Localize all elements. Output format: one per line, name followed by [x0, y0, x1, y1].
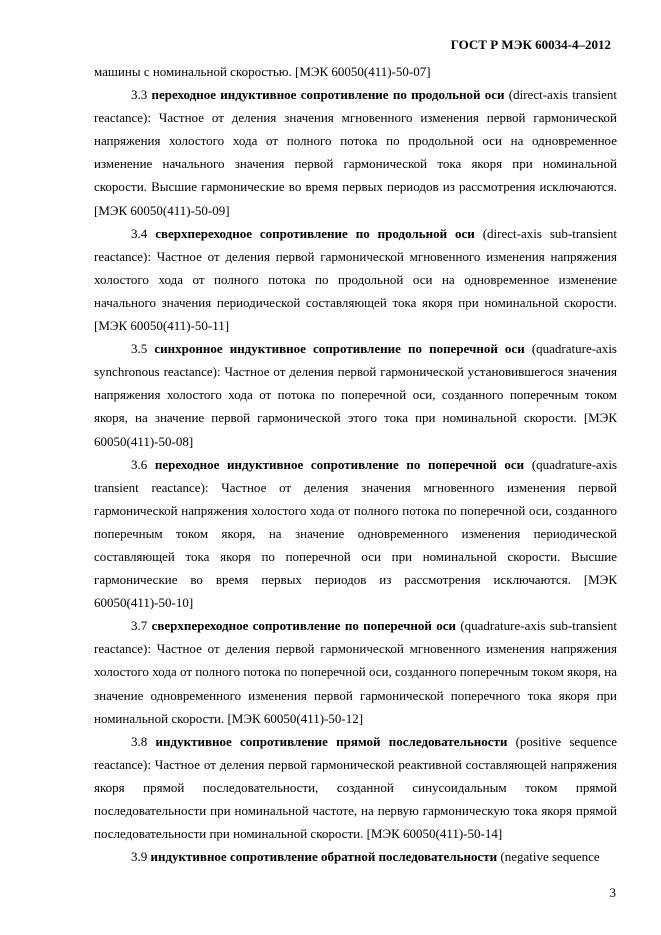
clause-body: (direct-axis sub-transient reactance): Частное от деления первой гармонической мгновенного изменения напряжения холостого хода от полного потока по продольной оси на одновременное изменение начального значения периодической составляющей тока якоря при номинальной скорости. [МЭК 60050(411)-50-11]: [94, 225, 618, 334]
clause-term: индуктивное сопротивление обратной последовательности: [150, 849, 498, 865]
clause-number: 3.4: [131, 225, 148, 241]
document-code-header: ГОСТ Р МЭК 60034-4–2012: [450, 37, 611, 52]
clause-number: 3.5: [131, 341, 148, 357]
clause-number: 3.6: [131, 456, 148, 472]
clause-body: (negative sequence: [497, 849, 600, 865]
clause-3-4: [94, 222, 617, 337]
clause-term: сверхпереходное сопротивление по поперечной оси: [151, 618, 456, 634]
clause-term: синхронное индуктивное сопротивление по поперечной оси: [154, 341, 525, 357]
clause-number: 3.3: [131, 87, 148, 103]
clause-number: 3.8: [131, 733, 148, 749]
clause-body: (direct-axis transient reactance): Частное от деления значения мгновенного изменения первой гармонической напряжения холостого хода от полного потока по продольной оси на одновременное изменение начального значения первой гармонической тока якоря при номинальной скорости. Высшие гармонические во время первых периодов из рассмотрения исключаются. [МЭК 60050(411)-50-09]: [94, 87, 617, 218]
clause-term: переходное индуктивное сопротивление по продольной оси: [151, 87, 505, 103]
clause-3-6: [94, 453, 617, 615]
clause-3-7: [94, 614, 617, 729]
clause-number: 3.7: [131, 618, 148, 634]
page-number: 3: [609, 885, 616, 900]
clause-3-8: [94, 730, 617, 845]
clause-body: (positive sequence reactance): Частное от деления первой гармонической реактивной составляющей напряжения якоря прямой последовательности, созданной синусоидальным током прямой последовательности при номинальной частоте, на первую гармоническую тока якоря прямой последовательности при номинальной скорости. [МЭК 60050(411)-50-14]: [94, 733, 617, 842]
clause-3-5: [94, 337, 617, 452]
clause-term: индуктивное сопротивление прямой последовательности: [155, 733, 508, 749]
clause-body: (quadrature-axis transient reactance): Частное от деления значения мгновенного изменения первой гармонической напряжения холостого хода от полного потока по поперечной оси, созданного поперечным током якоря, на значение одновременного изменения периодической составляющей тока якоря по поперечной оси при номинальной скорости. Высшие гармонические во время первых периодов из рассмотрения исключаются. [МЭК 60050(411)-50-10]: [94, 456, 617, 611]
lead-text: машины с номинальной скоростью. [МЭК 60050(411)-50-07]: [94, 64, 431, 79]
clause-3-9: [94, 845, 617, 868]
clause-body: (quadrature-axis synchronous reactance): Частное от деления первой гармонической установившегося значения напряжения холостого хода от потока по поперечной оси, созданного поперечным током якоря, на значение первой гармонической этого тока при номинальной скорости. [МЭК 60050(411)-50-08]: [94, 341, 617, 449]
clause-3-3: [94, 83, 617, 222]
document-body: [94, 60, 617, 868]
clause-term: переходное индуктивное сопротивление по поперечной оси: [154, 456, 525, 472]
clause-number: 3.9: [131, 849, 148, 865]
clause-body: (quadrature-axis sub-transient reactance): Частное от деления первой гармонической мгновенного изменения напряжения холостого хода от полного потока по поперечной оси, созданного поперечным током якоря, на значение одновременного изменения первой гармонической поперечного тока якоря при номинальной скорости. [МЭК 60050(411)-50-12]: [94, 618, 617, 726]
clause-term: сверхпереходное сопротивление по продольной оси: [155, 225, 475, 241]
